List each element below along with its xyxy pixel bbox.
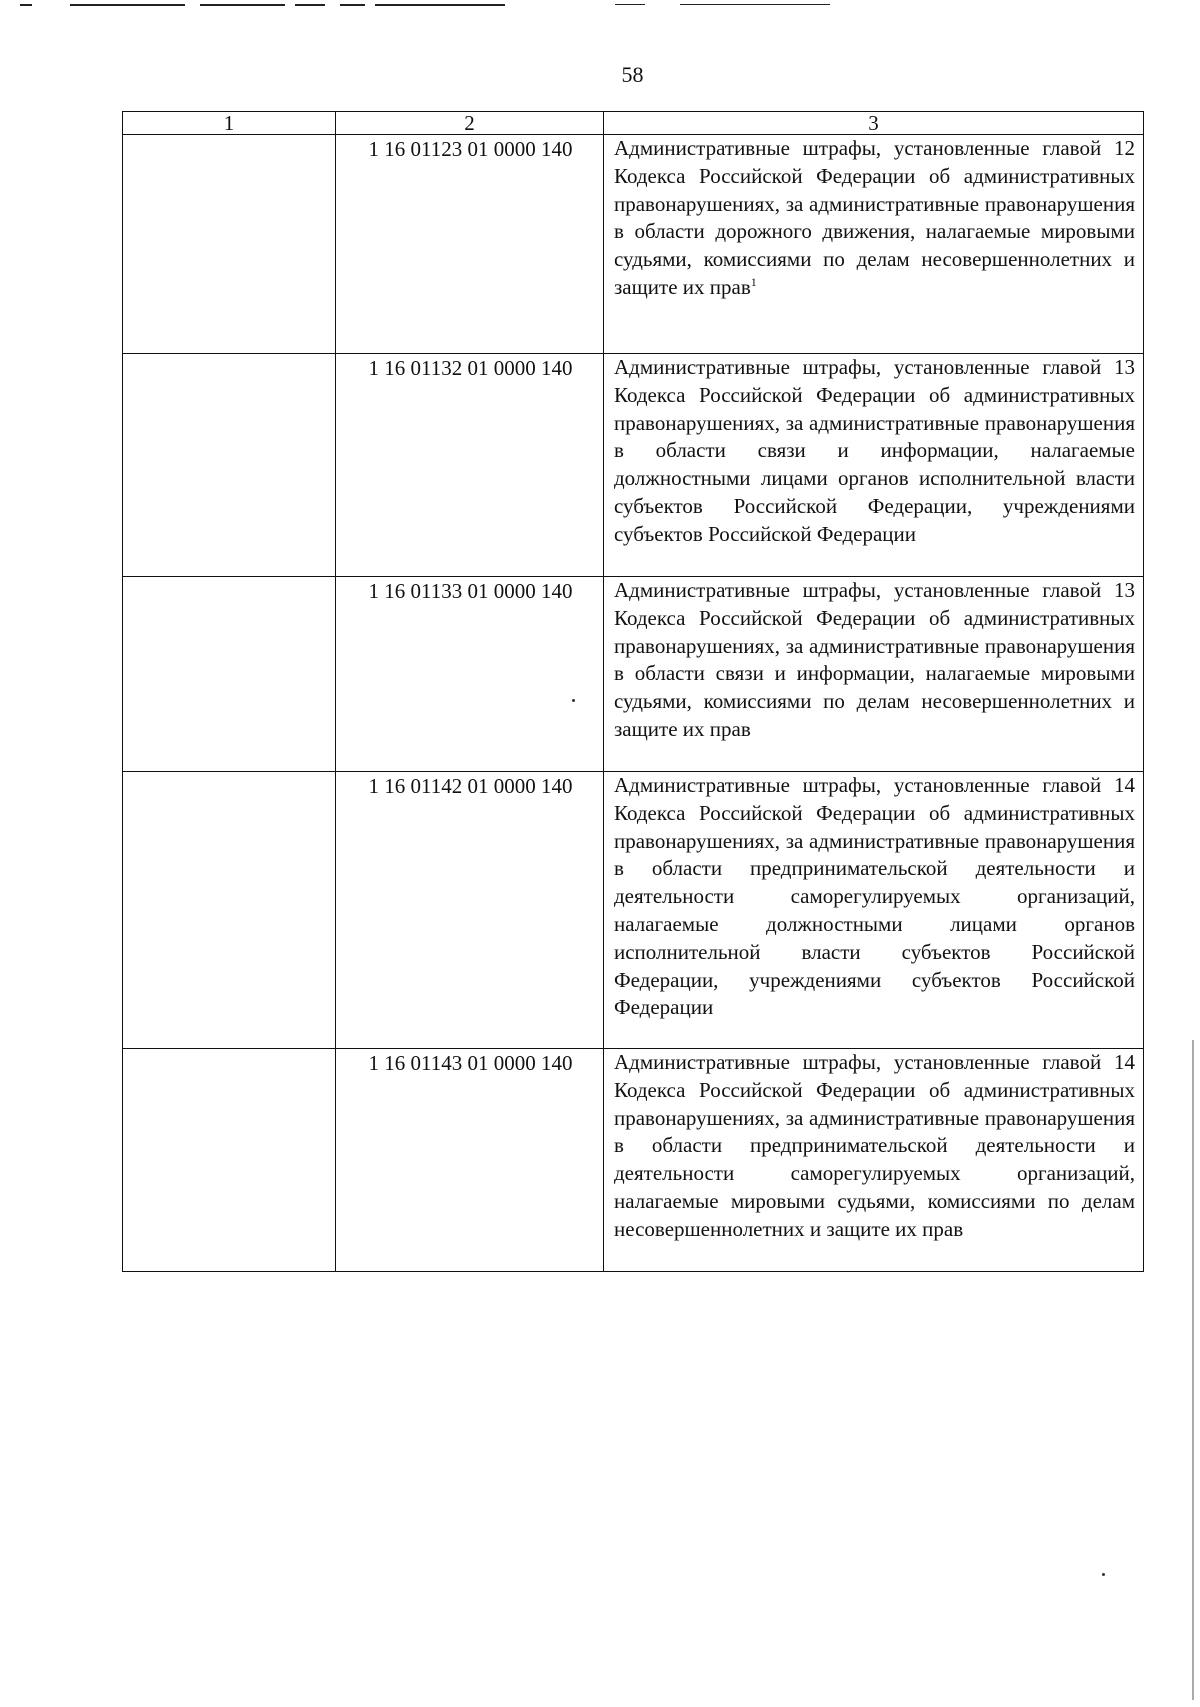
scan-artifact — [615, 4, 645, 5]
table-row — [123, 1049, 1144, 1272]
budget-code-cell: 1 16 01132 01 0000 140 — [336, 354, 604, 577]
table-row — [123, 135, 1144, 354]
column-header-1: 1 — [123, 112, 336, 135]
description-cell — [604, 135, 1144, 354]
scan-speck — [572, 699, 575, 702]
description-text: Административные штрафы, установленные главой 13 Кодекса Российской Федерации об административных правонарушениях, за административные правонарушения в области связи и информации, налагаемые мировыми судьями, комиссиями по делам несовершеннолетних и защите их прав — [614, 578, 1135, 741]
row-col1-cell — [123, 354, 336, 577]
description-text: Административные штрафы, установленные главой 14 Кодекса Российской Федерации об административных правонарушениях, за административные правонарушения в области предпринимательской деятельности и деятельности саморегулируемых организаций, налагаемые мировыми судьями, комиссиями по делам несовершеннолетних и защите их прав — [614, 1050, 1135, 1241]
budget-code-cell: 1 16 01143 01 0000 140 — [336, 1049, 604, 1272]
description-cell — [604, 577, 1144, 772]
table-row — [123, 354, 1144, 577]
budget-code-cell: 1 16 01123 01 0000 140 — [336, 135, 604, 354]
scan-artifact — [375, 4, 505, 6]
description-text: Административные штрафы, установленные главой 14 Кодекса Российской Федерации об административных правонарушениях, за административные правонарушения в области предпринимательской деятельности и деятельности саморегулируемых организаций, налагаемые должностными лицами органов исполнительной власти субъектов Российской Федерации, учреждениями субъектов Российской Федерации — [614, 773, 1135, 1020]
scan-edge-shadow — [1192, 1040, 1194, 1700]
column-header-2: 2 — [336, 112, 604, 135]
table-row — [123, 772, 1144, 1049]
table-row — [123, 577, 1144, 772]
footnote-marker: 1 — [750, 274, 757, 289]
description-text: Административные штрафы, установленные главой 13 Кодекса Российской Федерации об административных правонарушениях, за административные правонарушения в области связи и информации, налагаемые должностными лицами органов исполнительной власти субъектов Российской Федерации, учреждениями субъектов Российской Федерации — [614, 355, 1135, 546]
description-cell — [604, 354, 1144, 577]
description-cell — [604, 772, 1144, 1049]
scan-artifact — [680, 4, 830, 5]
row-col1-cell — [123, 135, 336, 354]
scan-speck — [1102, 1573, 1105, 1576]
column-header-3: 3 — [604, 112, 1144, 135]
scan-artifact — [295, 4, 325, 6]
scan-artifact — [340, 4, 365, 6]
row-col1-cell — [123, 772, 336, 1049]
budget-code-cell: 1 16 01133 01 0000 140 — [336, 577, 604, 772]
classification-table — [122, 111, 1144, 1272]
scan-artifact — [70, 4, 185, 6]
description-cell — [604, 1049, 1144, 1272]
row-col1-cell — [123, 577, 336, 772]
page-number: 58 — [621, 62, 644, 87]
scan-artifact — [20, 4, 32, 6]
description-text: Административные штрафы, установленные главой 12 Кодекса Российской Федерации об административных правонарушениях, за административные правонарушения в области дорожного движения, налагаемые мировыми судьями, комиссиями по делам несовершеннолетних и защите их прав — [614, 136, 1135, 299]
budget-code-cell: 1 16 01142 01 0000 140 — [336, 772, 604, 1049]
row-col1-cell — [123, 1049, 336, 1272]
scan-artifact — [200, 4, 285, 6]
table-header-row — [123, 112, 1144, 135]
